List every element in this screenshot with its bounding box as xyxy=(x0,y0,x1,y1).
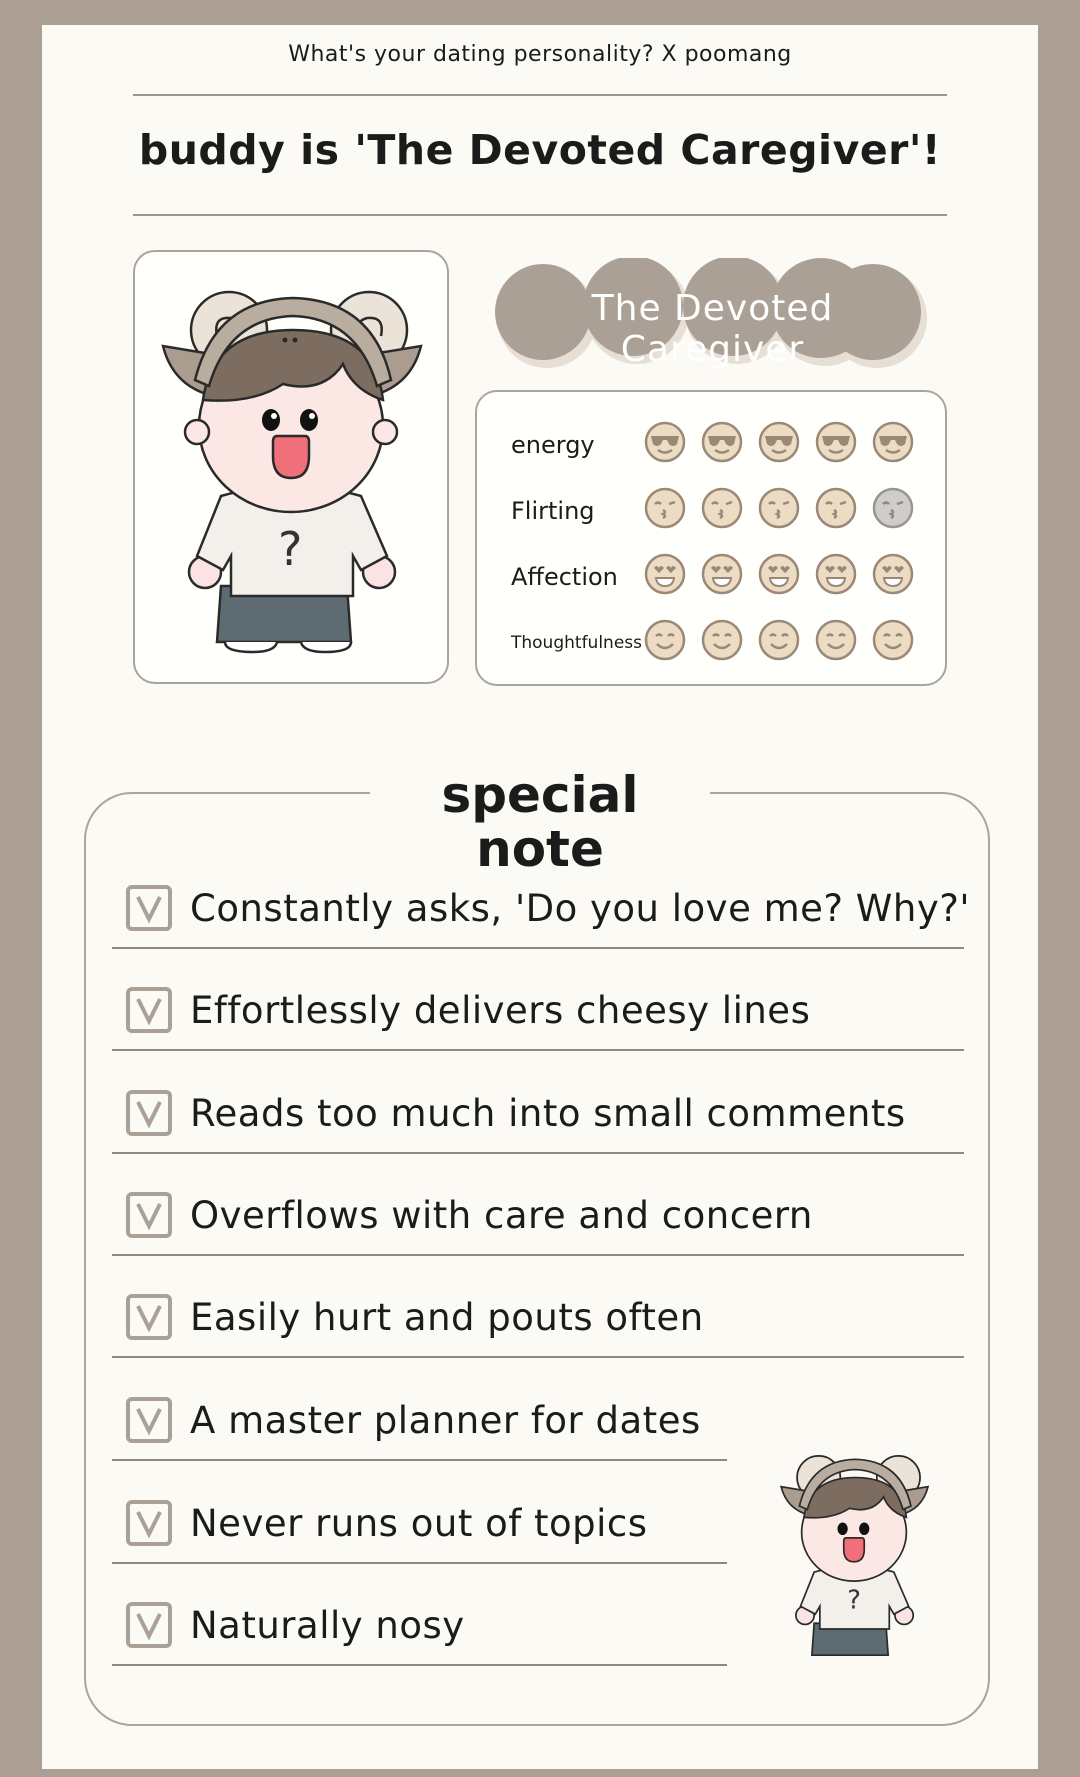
stat-row-thoughtfulness xyxy=(477,615,945,665)
note-item xyxy=(112,1500,727,1600)
note-item-underline xyxy=(112,1459,727,1461)
stat-row-flirting xyxy=(477,483,945,533)
type-badge-label: The Devoted Caregiver xyxy=(591,288,834,370)
checkbox-v-icon xyxy=(126,987,172,1033)
stat-label: Affection xyxy=(511,563,618,591)
result-headline: buddy is 'The Devoted Caregiver'! xyxy=(138,126,942,174)
special-note-title-wrap xyxy=(370,766,710,878)
note-item xyxy=(112,1090,964,1190)
type-badge xyxy=(495,258,930,368)
heart-eyes-face-icon xyxy=(700,552,744,596)
heart-eyes-face-icon xyxy=(643,552,687,596)
note-item-underline xyxy=(112,1049,964,1051)
heart-eyes-face-icon xyxy=(814,552,858,596)
checkbox-v-icon xyxy=(126,1500,172,1546)
svg-text:?: ? xyxy=(847,1585,862,1616)
note-item-text: Naturally nosy xyxy=(190,1604,465,1647)
smile-face-icon xyxy=(700,618,744,662)
sunglasses-face-icon xyxy=(643,420,687,464)
note-item-underline xyxy=(112,1664,727,1666)
note-item-text: Overflows with care and concern xyxy=(190,1194,813,1237)
stat-label: energy xyxy=(511,431,595,459)
stats-panel xyxy=(475,390,947,686)
kiss-face-icon xyxy=(643,486,687,530)
note-item-text: Never runs out of topics xyxy=(190,1502,648,1545)
note-item-underline xyxy=(112,1254,964,1256)
heart-eyes-face-icon xyxy=(757,552,801,596)
smile-face-icon xyxy=(814,618,858,662)
checkbox-v-icon xyxy=(126,1192,172,1238)
note-item xyxy=(112,1397,727,1497)
heart-eyes-face-icon xyxy=(871,552,915,596)
special-note-title: special note xyxy=(441,766,639,878)
note-item-underline xyxy=(112,1562,727,1564)
note-item-underline xyxy=(112,1152,964,1154)
divider-top xyxy=(133,94,947,96)
kiss-face-icon xyxy=(814,486,858,530)
character-card xyxy=(133,250,449,684)
smile-face-icon xyxy=(757,618,801,662)
checkbox-v-icon xyxy=(126,1602,172,1648)
kiss-face-icon xyxy=(757,486,801,530)
sunglasses-face-icon xyxy=(700,420,744,464)
divider-bottom xyxy=(133,214,947,216)
note-item-text: Constantly asks, 'Do you love me? Why?' xyxy=(190,887,971,930)
sheep-character-small-icon xyxy=(764,1432,944,1662)
note-item-text: A master planner for dates xyxy=(190,1399,701,1442)
checkbox-v-icon xyxy=(126,1397,172,1443)
stat-row-energy xyxy=(477,417,945,467)
note-item xyxy=(112,987,964,1087)
note-item-text: Reads too much into small comments xyxy=(190,1092,906,1135)
stat-label: Thoughtfulness xyxy=(511,633,642,653)
smile-face-icon xyxy=(871,618,915,662)
note-item-underline xyxy=(112,947,964,949)
stat-row-affection xyxy=(477,549,945,599)
checkbox-v-icon xyxy=(126,1294,172,1340)
checkbox-v-icon xyxy=(126,885,172,931)
note-item xyxy=(112,1602,727,1702)
kiss-face-empty-icon xyxy=(871,486,915,530)
quiz-subtitle: What's your dating personality? X poomang xyxy=(288,42,792,67)
shirt-question-mark: ? xyxy=(278,522,303,576)
note-item-underline xyxy=(112,1356,964,1358)
note-item xyxy=(112,1294,964,1394)
note-item-text: Easily hurt and pouts often xyxy=(190,1296,704,1339)
sheep-character-icon xyxy=(133,250,449,684)
kiss-face-icon xyxy=(700,486,744,530)
stat-label: Flirting xyxy=(511,497,595,525)
sunglasses-face-icon xyxy=(871,420,915,464)
note-item-text: Effortlessly delivers cheesy lines xyxy=(190,989,811,1032)
note-item xyxy=(112,1192,964,1292)
checkbox-v-icon xyxy=(126,1090,172,1136)
note-item xyxy=(112,885,971,985)
sunglasses-face-icon xyxy=(814,420,858,464)
smile-face-icon xyxy=(643,618,687,662)
sunglasses-face-icon xyxy=(757,420,801,464)
